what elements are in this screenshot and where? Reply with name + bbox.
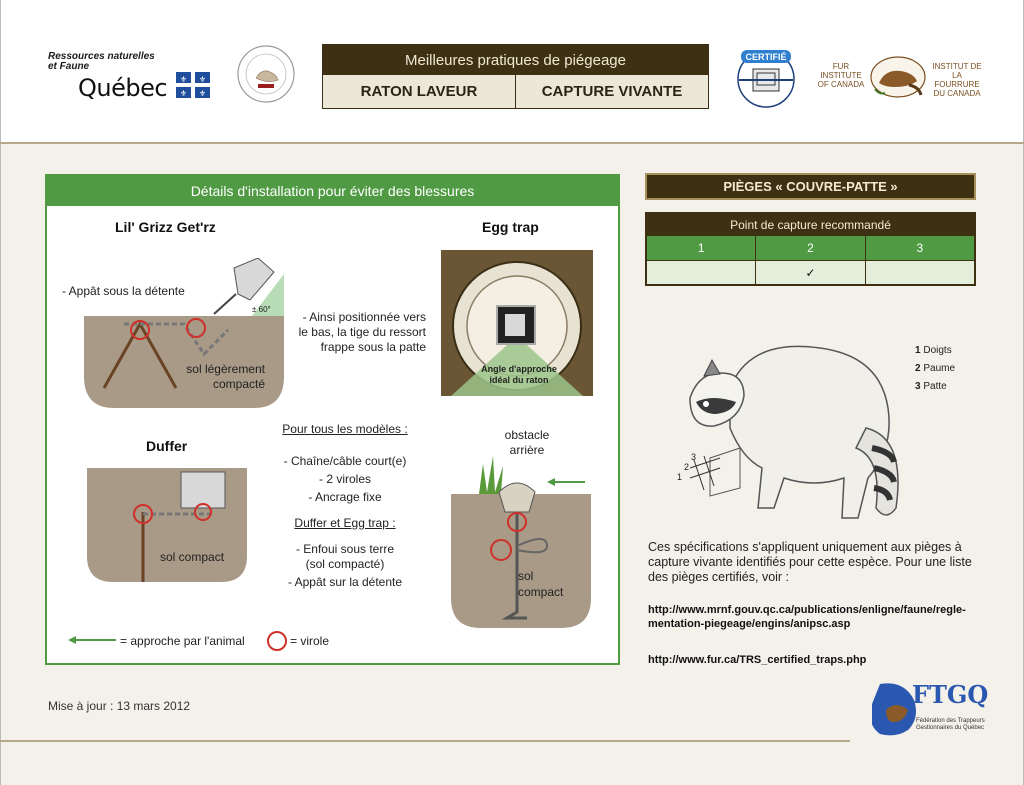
fur-institute-fr: INSTITUT DE LA FOURRURE DU CANADA: [932, 62, 982, 98]
paw-label-numbers: 3 2 1: [677, 452, 697, 482]
footer-divider: [0, 740, 850, 742]
capture-mode-label: CAPTURE VIVANTE: [515, 75, 708, 108]
obstacle-label: obstacle arrière: [504, 428, 550, 457]
duffer-title: Duffer: [146, 438, 188, 454]
quebec-wordmark: Québec: [78, 74, 168, 102]
svg-text:⚜: ⚜: [198, 75, 207, 84]
fur-institute-en: FUR INSTITUTE OF CANADA: [817, 62, 865, 89]
ftgq-logo: [872, 680, 989, 742]
capture-mark-3: [866, 260, 974, 284]
quebec-ministry-line1: Ressources naturelles: [48, 51, 155, 62]
lil-grizz-title: Lil' Grizz Get'rz: [115, 219, 216, 235]
certification-seal-icon: [236, 44, 296, 104]
buried-trap-diagram: [451, 452, 591, 628]
last-updated: Mise à jour : 13 mars 2012: [48, 699, 191, 713]
duffer-egg-heading: Duffer et Egg trap :: [294, 516, 396, 530]
quebec-logo: [48, 52, 223, 102]
svg-text:⚜: ⚜: [179, 89, 188, 98]
egg-trap-note: - Ainsi positionnée vers le bas, la tige du ressort frappe sous la patte: [298, 310, 426, 354]
capture-mark-1: [647, 260, 756, 284]
certified-traps-link-fur[interactable]: http://www.fur.ca/TRS_certified_traps.php: [648, 654, 867, 666]
duffer-soil-note: sol compact: [160, 550, 225, 564]
ftgq-wordmark: FTGQ: [912, 680, 989, 709]
buried-soil-note: sol compact: [518, 569, 564, 599]
all-models-heading: Pour tous les modèles :: [282, 422, 408, 436]
quebec-flag-icon: [176, 72, 210, 98]
duffer-egg-list: - Enfoui sous terre (sol compacté) - Appât sur la détente: [287, 542, 403, 589]
capture-mark-2: ✓: [756, 260, 865, 284]
legend-approach: = approche par l'animal: [120, 634, 245, 648]
capture-point-title: Point de capture recommandé: [647, 214, 974, 236]
header-divider: [0, 142, 1024, 144]
certified-traps-link-quebec[interactable]: http://www.mrnf.gouv.qc.ca/publications/enligne/faune/regle-mentation-piegeage/engins/anipsc.asp: [648, 604, 966, 630]
approach-arrow-icon: [68, 634, 116, 646]
lil-grizz-angle: ± 60°: [252, 305, 271, 314]
ftgq-subtitle: Fédération des Trappeurs Gestionnaires du Québec: [916, 718, 985, 731]
species-label: RATON LAVEUR: [360, 83, 478, 100]
quebec-ministry-line2: et Faune: [48, 61, 90, 72]
spec-paragraph: Ces spécifications s'appliquent uniquement aux pièges à capture vivante identifiés pour cette espèce. Pour une liste des pièges certifiés, voir :: [648, 540, 972, 584]
legend-ferrule: = virole: [290, 634, 330, 648]
egg-trap-title: Egg trap: [482, 219, 539, 235]
all-models-list: - Chaîne/câble court(e) - 2 viroles - Ancrage fixe: [283, 454, 407, 504]
capture-col-2: 2: [756, 236, 865, 260]
foothold-traps-heading: PIÈGES « COUVRE-PATTE »: [645, 173, 976, 200]
installation-details-heading: Détails d'installation pour éviter des blessures: [47, 176, 618, 206]
svg-text:⚜: ⚜: [198, 89, 207, 98]
certified-badge-text: CERTIFIÉ: [745, 52, 787, 62]
raccoon-illustration: [670, 318, 910, 528]
lil-grizz-bait-note: - Appât sous la détente: [62, 284, 185, 298]
lil-grizz-soil-note: sol légèrement compacté: [186, 362, 265, 391]
capture-col-1: 1: [647, 236, 756, 260]
paw-part-legend: 1 Doigts 2 Paume 3 Patte: [915, 345, 956, 392]
beaver-emblem-icon: [869, 55, 927, 101]
svg-text:⚜: ⚜: [179, 75, 188, 84]
certified-badge-icon: [733, 44, 799, 110]
ferrule-circle-icon: [266, 630, 288, 652]
capture-col-3: 3: [866, 236, 974, 260]
egg-trap-angle-label: Angle d'approche idéal du raton: [481, 364, 557, 385]
capture-point-table: [645, 212, 976, 286]
fur-institute-logo: [815, 55, 985, 101]
document-title: Meilleures pratiques de piégeage: [323, 45, 708, 75]
document-title-box: [322, 44, 709, 109]
